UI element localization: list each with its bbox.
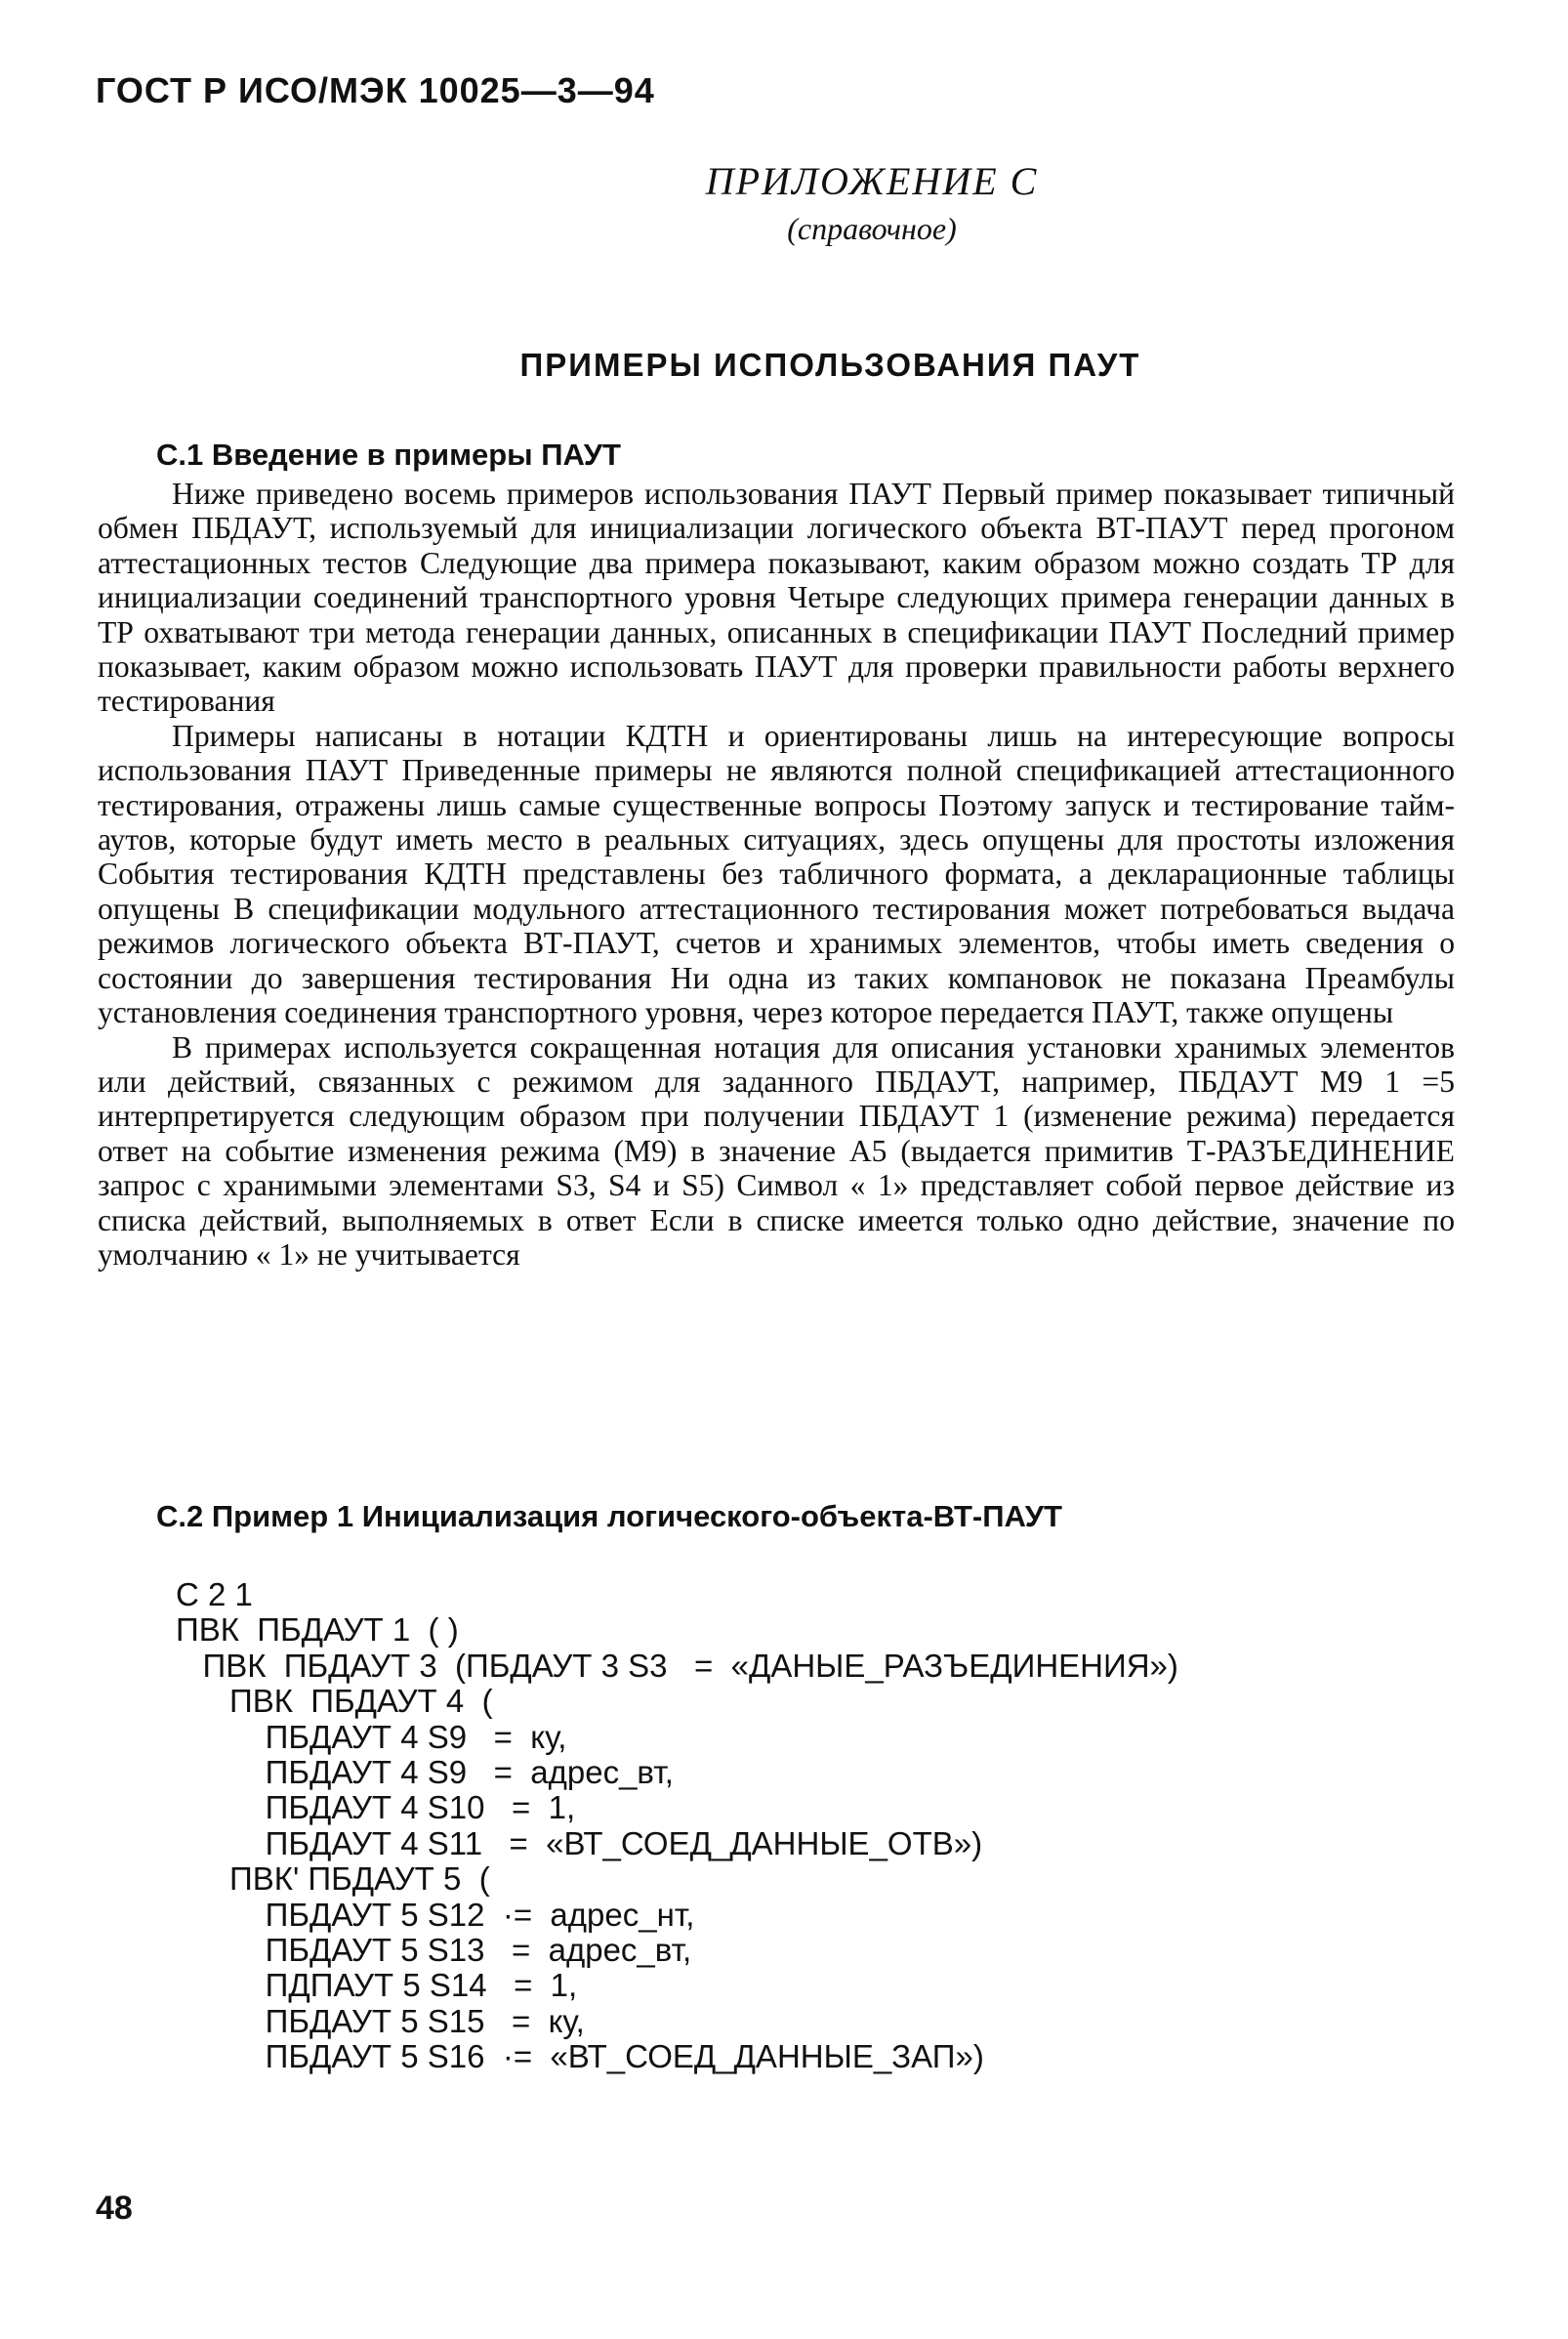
section-1-body — [98, 477, 1455, 1272]
code-line: ПБДАУТ 4 S10 = 1, — [176, 1789, 576, 1826]
section-1-title: С.1 Введение в примеры ПАУТ — [156, 438, 621, 472]
document-header: ГОСТ Р ИСО/МЭК 10025—3—94 — [96, 70, 655, 110]
code-line: ПВК' ПБДАУТ 5 ( — [176, 1860, 490, 1898]
main-title: ПРИМЕРЫ ИСПОЛЬЗОВАНИЯ ПАУТ — [519, 347, 1141, 383]
code-line: С 2 1 — [176, 1576, 253, 1612]
section-2-title: С.2 Пример 1 Инициализация логического-объекта-ВТ-ПАУТ — [156, 1499, 1062, 1533]
code-line: ПБДАУТ 4 S9 = адрес_вт, — [176, 1753, 674, 1790]
code-line: ПБДАУТ 5 S16 ·= «ВТ_СОЕД_ДАННЫЕ_ЗАП») — [176, 2038, 984, 2075]
code-line: ПБДАУТ 4 S9 = ку, — [176, 1718, 567, 1755]
code-line: ПВК ПБДАУТ 3 (ПБДАУТ 3 S3 = «ДАНЫЕ_РАЗЪЕДИНЕНИЯ») — [176, 1647, 1178, 1684]
paragraph: Примеры написаны в нотации КДТН и ориентированы лишь на интересующие вопросы использования ПАУТ Приведенные примеры не являются полной спецификацией аттестационного тестирования, отражены лишь самые существенные вопросы Поэтому запуск и тестирование тайм-аутов, которые будут иметь место в реальных ситуациях, здесь опущены для простоты изложения События тестирования КДТН представлены без табличного формата, а декларационные таблицы опущены В спецификации модульного аттестационного тестирования может потребоваться выдача режимов логического объекта ВТ-ПАУТ, счетов и хранимых элементов, чтобы иметь сведения о состоянии до завершения тестирования Ни одна из таких компановок не показана Преамбулы установления соединения транспортного уровня, через которое передается ПАУТ, также опущены — [98, 718, 1455, 1030]
appendix-subtitle: (справочное) — [787, 211, 957, 246]
paragraph: В примерах используется сокращенная нотация для описания установки хранимых элементов или действий, связанных с режимом для заданного ПБДАУТ, например, ПБДАУТ М9 1 =5 интерпретируется следующим образом при получении ПБДАУТ 1 (изменение режима) передается ответ на событие изменения режима (М9) в значение А5 (выдается примитив Т-РАЗЪЕДИНЕНИЕ запрос с хранимыми элементами S3, S4 и S5) Символ « 1» представляет собой первое действие из списка действий, выполняемых в ответ Если в списке имеется только одно действие, значение по умолчанию « 1» не учитывается — [98, 1029, 1455, 1272]
code-line: ПДПАУТ 5 S14 = 1, — [176, 1967, 578, 2004]
paragraph: Ниже приведено восемь примеров использования ПАУТ Первый пример показывает типичный обмен ПБДАУТ, используемый для инициализации логического объекта ВТ-ПАУТ перед прогоном аттестационных тестов Следующие два примера показывают, каким образом можно создать ТР для инициализации соединений транспортного уровня Четыре следующих примера генерации данных в ТР охватывают три метода генерации данных, описанных в спецификации ПАУТ Последний пример показывает, каким образом можно использовать ПАУТ для проверки правильности работы верхнего тестирования — [98, 477, 1455, 719]
appendix-title: ПРИЛОЖЕНИЕ С — [705, 159, 1039, 203]
code-line: ПБДАУТ 5 S15 = ку, — [176, 2002, 585, 2039]
page-number: 48 — [96, 2190, 133, 2227]
code-line: ПБДАУТ 5 S12 ·= адрес_нт, — [176, 1896, 695, 1933]
code-line: ПБДАУТ 5 S13 = адрес_вт, — [176, 1931, 692, 1968]
code-listing — [176, 1577, 1178, 2074]
code-line: ПБДАУТ 4 S11 = «ВТ_СОЕД_ДАННЫЕ_ОТВ») — [176, 1824, 983, 1861]
code-line: ПВК ПБДАУТ 1 ( ) — [176, 1611, 459, 1649]
code-line: ПВК ПБДАУТ 4 ( — [176, 1683, 493, 1720]
